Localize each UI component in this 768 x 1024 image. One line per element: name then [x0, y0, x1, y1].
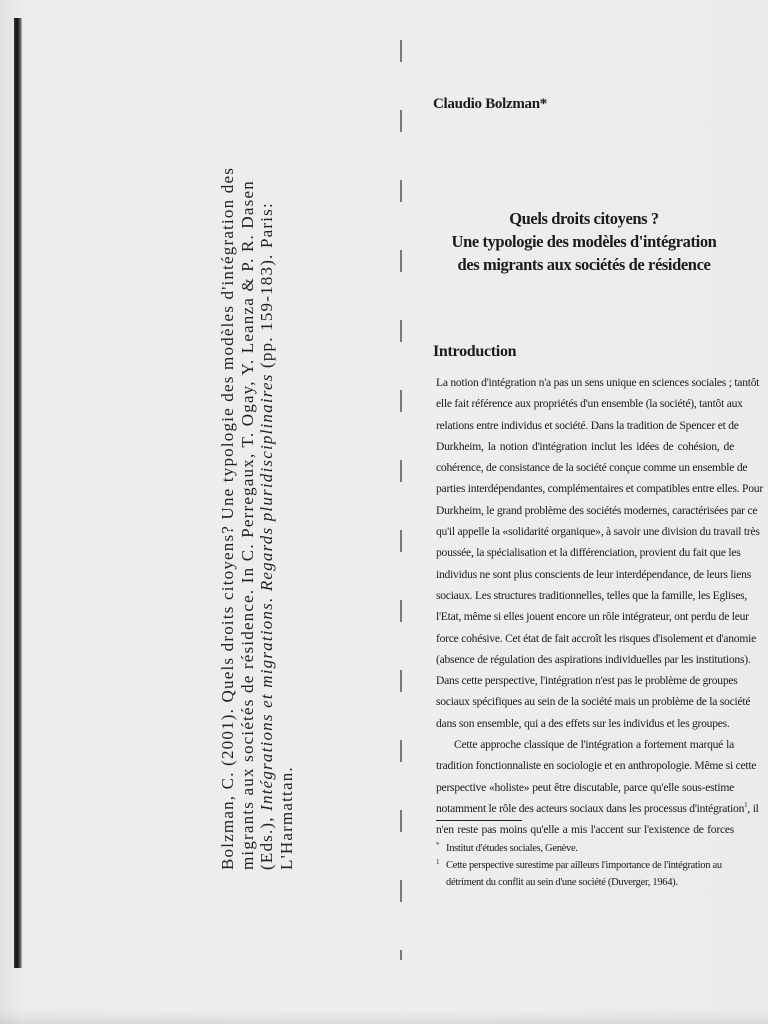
book-edge-shadow [14, 18, 22, 968]
citation-line-3: (Eds.), Intégrations et migrations. Regards pluridisciplinaires (pp. 159-183). Paris: [257, 202, 276, 870]
title-line-3: des migrants aux sociétés de résidence [457, 255, 711, 274]
body-line: n'en reste pas moins qu'elle a mis l'accent sur l'existence de forces [436, 823, 734, 837]
body-line: tradition fonctionnaliste en sociologie et en anthropologie. Même si cette [436, 759, 757, 773]
body-line: l'Etat, même si elles jouent encore un rôle intégrateur, ont perdu de leur [436, 610, 749, 624]
title-line-2: Une typologie des modèles d'intégration [451, 232, 717, 251]
body-line: sociaux. Les structures traditionnelles, telles que la famille, les Eglises, [436, 588, 748, 602]
citation-book-title: Intégrations et migrations. Regards pluridisciplinaires [257, 373, 276, 811]
footnote-1-continuation: détriment du conflit au sein d'une société (Duverger, 1964). [446, 877, 678, 888]
body-line: Durkheim, la notion d'intégration inclut les idées de cohésion, de [436, 439, 734, 453]
body-line: perspective «holiste» peut être discutable, parce qu'elle sous-estime [436, 780, 734, 794]
body-line: elle fait référence aux propriétés d'un ensemble (la société), tantôt aux [436, 397, 743, 411]
body-line: Durkheim, le grand problème des sociétés modernes, caractérisées par ce [436, 503, 758, 517]
footnotes [436, 840, 736, 891]
body-line: Dans cette perspective, l'intégration n'est pas le problème de groupes [436, 674, 738, 688]
citation-line-2: migrants aux sociétés de résidence. In C. Perregaux, T. Ogay, Y. Leanza & P. R. Dasen [237, 180, 257, 870]
center-fold-marks [400, 40, 402, 960]
body-line: poussée, la spécialisation et la différenciation, provient du fait que les [436, 546, 741, 560]
body-line: (absence de régulation des aspirations individuelles par les institutions). [436, 652, 751, 666]
body-line: La notion d'intégration n'a pas un sens unique en sciences sociales ; tantôt [436, 376, 760, 389]
body-text [436, 372, 763, 841]
body-line: Cette approche classique de l'intégration a fortement marqué la [454, 738, 734, 752]
bibliographic-citation [218, 90, 296, 870]
section-heading: Introduction [433, 343, 517, 360]
author-name: Claudio Bolzman* [433, 96, 547, 112]
body-line: dans son ensemble, qui a des effets sur les individus et les groupes. [436, 716, 730, 730]
bottom-shadow [0, 1010, 768, 1024]
footnote-1: $^1$ Cette perspective surestime par ailleurs l'importance de l'intégration au [436, 857, 722, 871]
article-title [430, 207, 738, 276]
body-line: qu'il appelle la «solidarité organique», à savoir une division du travail très [436, 525, 760, 539]
footnote-affiliation: * Institut d'études sociales, Genève. [436, 840, 578, 854]
body-line: cohérence, de consistance de la société conçue comme un ensemble de [436, 461, 748, 475]
body-line: individus ne sont plus conscients de leur interdépendance, de leurs liens [436, 567, 751, 581]
footnote-rule [436, 820, 522, 821]
citation-line-1: Bolzman, C. (2001). Quels droits citoyens? Une typologie des modèles d'intégration des [218, 166, 237, 870]
body-line: relations entre individus et société. Dans la tradition de Spencer et de [436, 418, 739, 432]
title-line-1: Quels droits citoyens ? [509, 209, 659, 228]
body-line: force cohésive. Cet état de fait accroît les risques d'isolement et d'anomie [436, 631, 756, 645]
footnote-ref-1: 1 [744, 801, 748, 810]
citation-line-4: L'Harmattan. [276, 766, 296, 870]
body-line-with-footnote: notamment le rôle des acteurs sociaux dans les processus d'intégration$^1$, il [436, 801, 759, 815]
body-line: sociaux spécifiques au sein de la société mais un problème de la société [436, 695, 751, 709]
body-line: parties interdépendantes, complémentaires et compatibles entre elles. Pour [436, 482, 763, 496]
